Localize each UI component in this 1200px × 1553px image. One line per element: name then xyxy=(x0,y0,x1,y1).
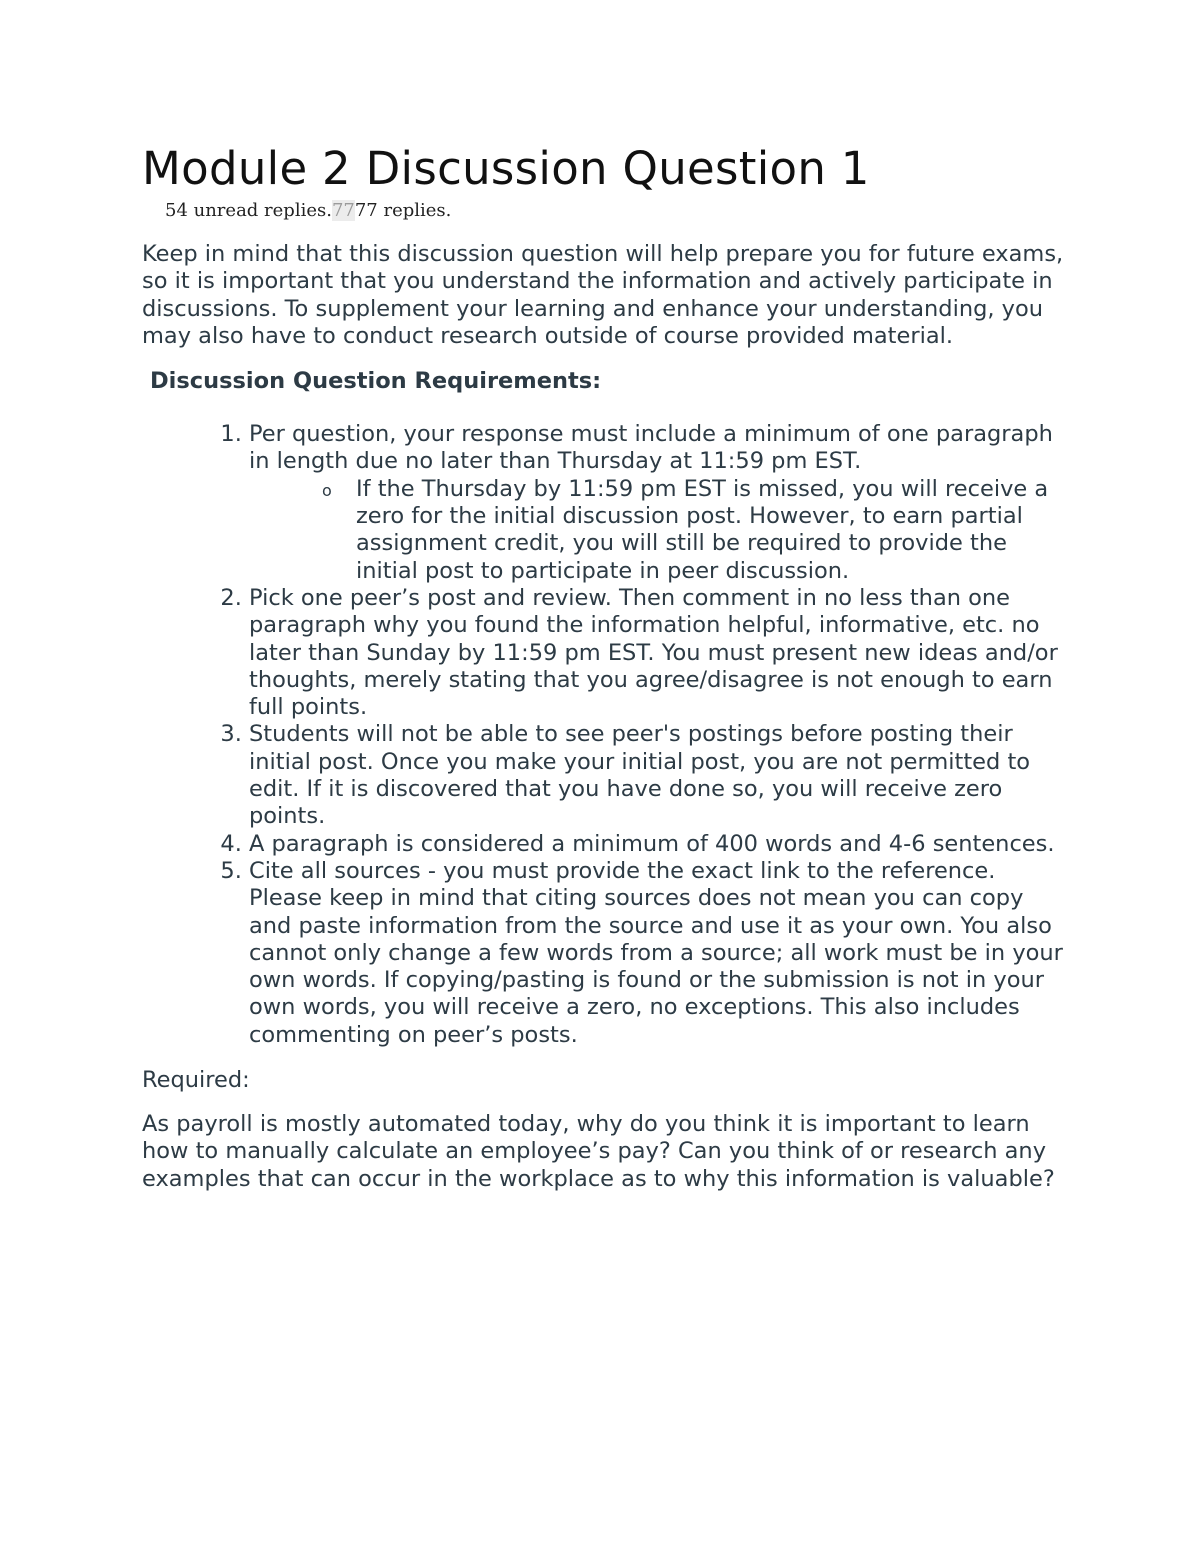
total-replies: 77 replies. xyxy=(354,200,452,221)
requirement-item-5 xyxy=(249,858,1072,1049)
requirement-item-3 xyxy=(249,721,1072,830)
document-page xyxy=(142,140,1072,1193)
replies-highlight: 77 xyxy=(331,200,355,221)
requirement-text: Students will not be able to see peer's postings before posting their initial post. Once you make your initial post, you are not permitted to edit. If it is discovered that you have done so, you will receive zero points. xyxy=(249,721,1031,830)
requirement-text: A paragraph is considered a minimum of 400 words and 4-6 sentences. xyxy=(249,830,1055,857)
requirement-sub-list xyxy=(249,476,1072,585)
requirement-text: Cite all sources - you must provide the exact link to the reference. Please keep in mind that citing sources does not mean you can copy and paste information from the source and use it as your own. You also cannot only change a few words from a source; all work must be in your own words. If copying/pasting is found or the submission is not in your own words, you will receive a zero, no exceptions. This also includes commenting on peer’s posts. xyxy=(249,857,1063,1048)
requirements-heading: Discussion Question Requirements: xyxy=(150,368,602,395)
intro-paragraph: Keep in mind that this discussion question will help prepare you for future exams, so it is important that you understand the information and actively participate in discussions. To supplement your learning and enhance your understanding, you may also have to conduct research outside of course provided material. xyxy=(142,241,1064,349)
requirement-item-4 xyxy=(249,831,1072,858)
requirement-item-2 xyxy=(249,585,1072,721)
required-label: Required: xyxy=(142,1067,250,1094)
circle-bullet-icon: o xyxy=(322,480,332,500)
unread-replies: 54 unread replies. xyxy=(165,200,332,221)
requirement-item-1 xyxy=(249,421,1072,585)
requirement-text: Pick one peer’s post and review. Then comment in no less than one paragraph why you found the information helpful, informative, etc. no later than Sunday by 11:59 pm EST. You must present new ideas and/or thoughts, merely stating that you agree/disagree is not enough to earn full points. xyxy=(249,584,1058,721)
replies-count xyxy=(165,200,1072,222)
page-title: Module 2 Discussion Question 1 xyxy=(142,142,870,195)
discussion-question: As payroll is mostly automated today, why do you think it is important to learn how to manually calculate an employee’s pay? Can you think of or research any examples that can occur in the workplace as to why this information is valuable? xyxy=(142,1111,1055,1192)
requirement-text: Per question, your response must include a minimum of one paragraph in length due no later than Thursday at 11:59 pm EST. xyxy=(249,421,1053,475)
requirements-list xyxy=(142,421,1072,1049)
sub-requirement-item xyxy=(322,475,1072,585)
sub-requirement-text: If the Thursday by 11:59 pm EST is missed, you will receive a zero for the initial discussion post. However, to earn partial assignment credit, you will still be required to provide the initial post to participate in peer discussion. xyxy=(356,475,1049,584)
